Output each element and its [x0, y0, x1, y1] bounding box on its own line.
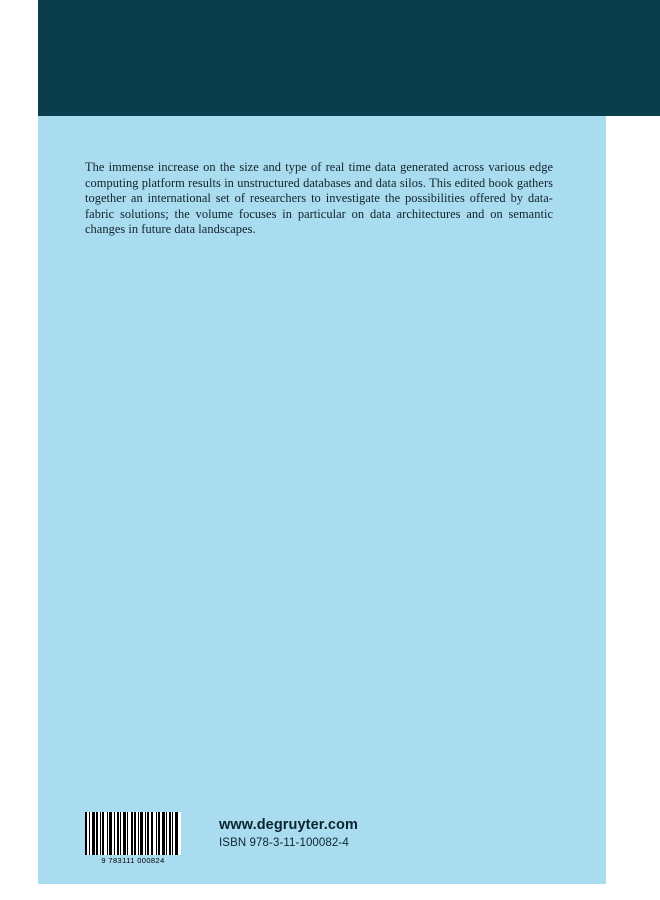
- publisher-info: [219, 816, 358, 851]
- isbn-text: ISBN 978-3-11-100082-4: [219, 837, 349, 849]
- barcode-digits: 9 783111 000824: [101, 856, 165, 865]
- cover-footer: [85, 812, 555, 876]
- barcode-block: [85, 812, 181, 865]
- top-color-band: [38, 0, 660, 116]
- ean-barcode-icon: [85, 812, 181, 855]
- publisher-website: www.degruyter.com: [219, 817, 358, 833]
- back-cover-blurb: The immense increase on the size and type of real time data generated across various edge computing platform results in unstructured databases and data silos. This edited book gathers together an international set of researchers to investigate the possibilities offered by data-fabric solutions; the volume focuses in particular on data architectures and on semantic changes in future data landscapes.: [85, 160, 553, 237]
